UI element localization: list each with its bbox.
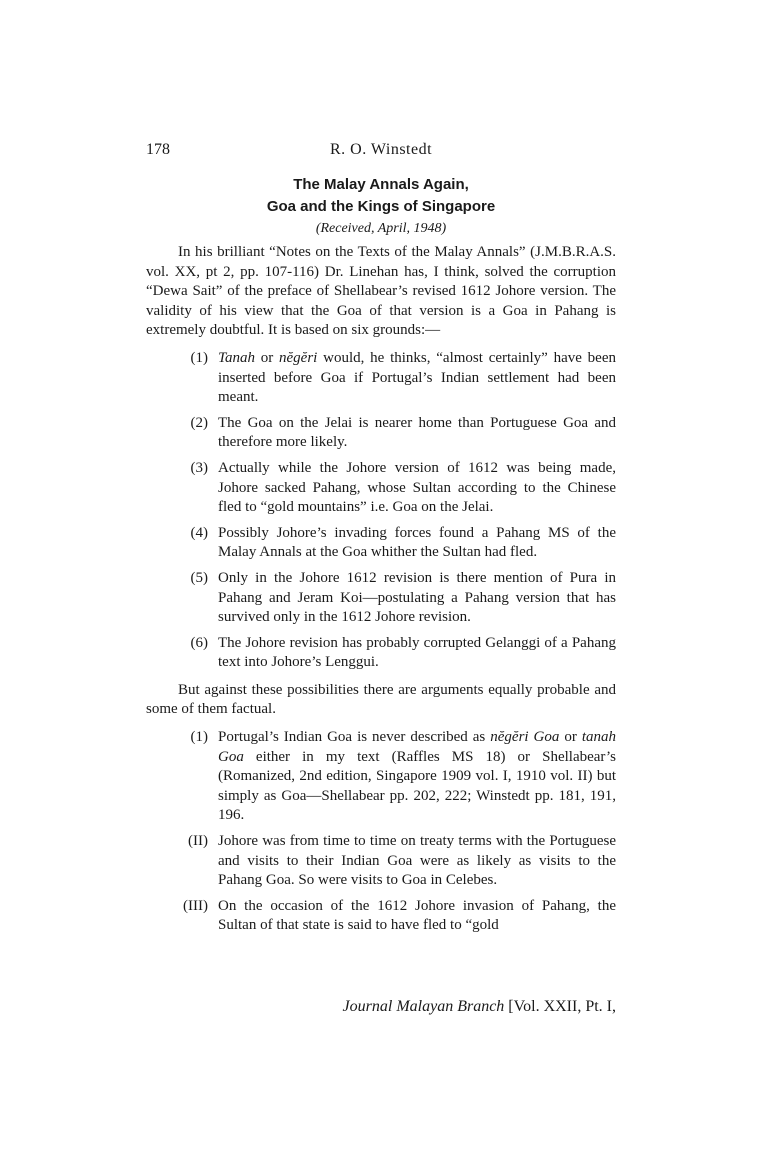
journal-name: Journal Malayan Branch [342,998,505,1015]
list-item [146,728,616,826]
article-title: The Malay Annals Again, [293,176,469,193]
intro-paragraph: In his brilliant “Notes on the Texts of the Malay Annals” (J.M.B.R.A.S. vol. XX, pt 2, pp. 107-116) Dr. Linehan has, I think, solved the corruption “Dewa Sait” of the preface of Shellabear’s revised 1612 Johore version. The validity of his view that the Goa of that version is a Goa in Pahang is extremely doubtful. It is based on six grounds:— [146,244,616,339]
item-text-part: would, he thinks, “almost certainly” have been inserted before Goa if Portugal’s Indian settlement had been meant. [218,349,616,406]
list-item [146,897,616,936]
list-item [146,832,616,891]
grounds-list [146,349,616,673]
item-emphasis: tanah Goa [218,729,617,765]
arguments-list [146,728,616,936]
page-footer [146,998,616,1016]
list-item [146,459,616,518]
received-date: (Received, April, 1948) [315,221,447,236]
page-header [146,141,616,165]
article-subtitle: Goa and the Kings of Singapore [266,198,496,215]
list-item [146,524,616,563]
item-number: (II) [188,833,208,850]
item-text-part: or [559,729,582,746]
item-text-part: either in my text (Raffles MS 18) or Shellabear’s (Romanized, 2nd edition, Singapore 1909 vol. I, 1910 vol. II) but simply as Goa—Shellabear pp. 202, 222; Winstedt pp. 181, 191, 196. [218,748,616,824]
list-item [146,349,616,408]
item-text: The Goa on the Jelai is nearer home than Portuguese Goa and therefore more likely. [218,414,616,451]
item-number: (2) [190,414,208,431]
counter-paragraph: But against these possibilities there are arguments equally probable and some of them factual. [146,681,616,718]
list-item [146,634,616,673]
item-emphasis: nĕgĕri [279,349,318,366]
list-item [146,414,616,453]
item-text [218,728,616,826]
item-text: The Johore revision has probably corrupted Gelanggi of a Pahang text into Johore’s Lenggui. [218,634,616,671]
item-text: Actually while the Johore version of 1612 was being made, Johore sacked Pahang, whose Sultan according to the Chinese fled to “gold mountains” i.e. Goa on the Jelai. [218,459,616,516]
item-emphasis: Tanah [218,349,255,366]
item-number: (6) [190,634,208,651]
article-title-block [146,174,616,240]
item-number: (3) [190,459,208,476]
item-text: Johore was from time to time on treaty terms with the Portuguese and visits to their Indian Goa were as likely as visits to the Pahang Goa. So were visits to Goa in Celebes. [218,833,616,889]
article-body [146,243,616,944]
item-text-part: Portugal’s Indian Goa is never described as [218,729,491,746]
item-number: (1) [190,729,208,746]
item-text: Only in the Johore 1612 revision is there mention of Pura in Pahang and Jeram Koi—postulating a Pahang version that has survived only in the 1612 Johore revision. [218,569,616,626]
item-emphasis: nĕgĕri Goa [490,729,560,746]
item-number: (III) [183,897,208,914]
item-text [218,349,616,408]
item-number: (4) [190,524,208,541]
item-text-part: or [254,349,280,366]
list-item [146,569,616,628]
item-text: On the occasion of the 1612 Johore invasion of Pahang, the Sultan of that state is said to have fled to “gold [218,897,616,934]
item-number: (5) [190,569,208,586]
volume-info: [Vol. XXII, Pt. I, [508,998,616,1015]
page-number: 178 [146,141,170,158]
item-number: (1) [190,349,208,366]
running-head: R. O. Winstedt [329,141,433,158]
item-text: Possibly Johore’s invading forces found a Pahang MS of the Malay Annals at the Goa whither the Sultan had fled. [218,524,616,561]
